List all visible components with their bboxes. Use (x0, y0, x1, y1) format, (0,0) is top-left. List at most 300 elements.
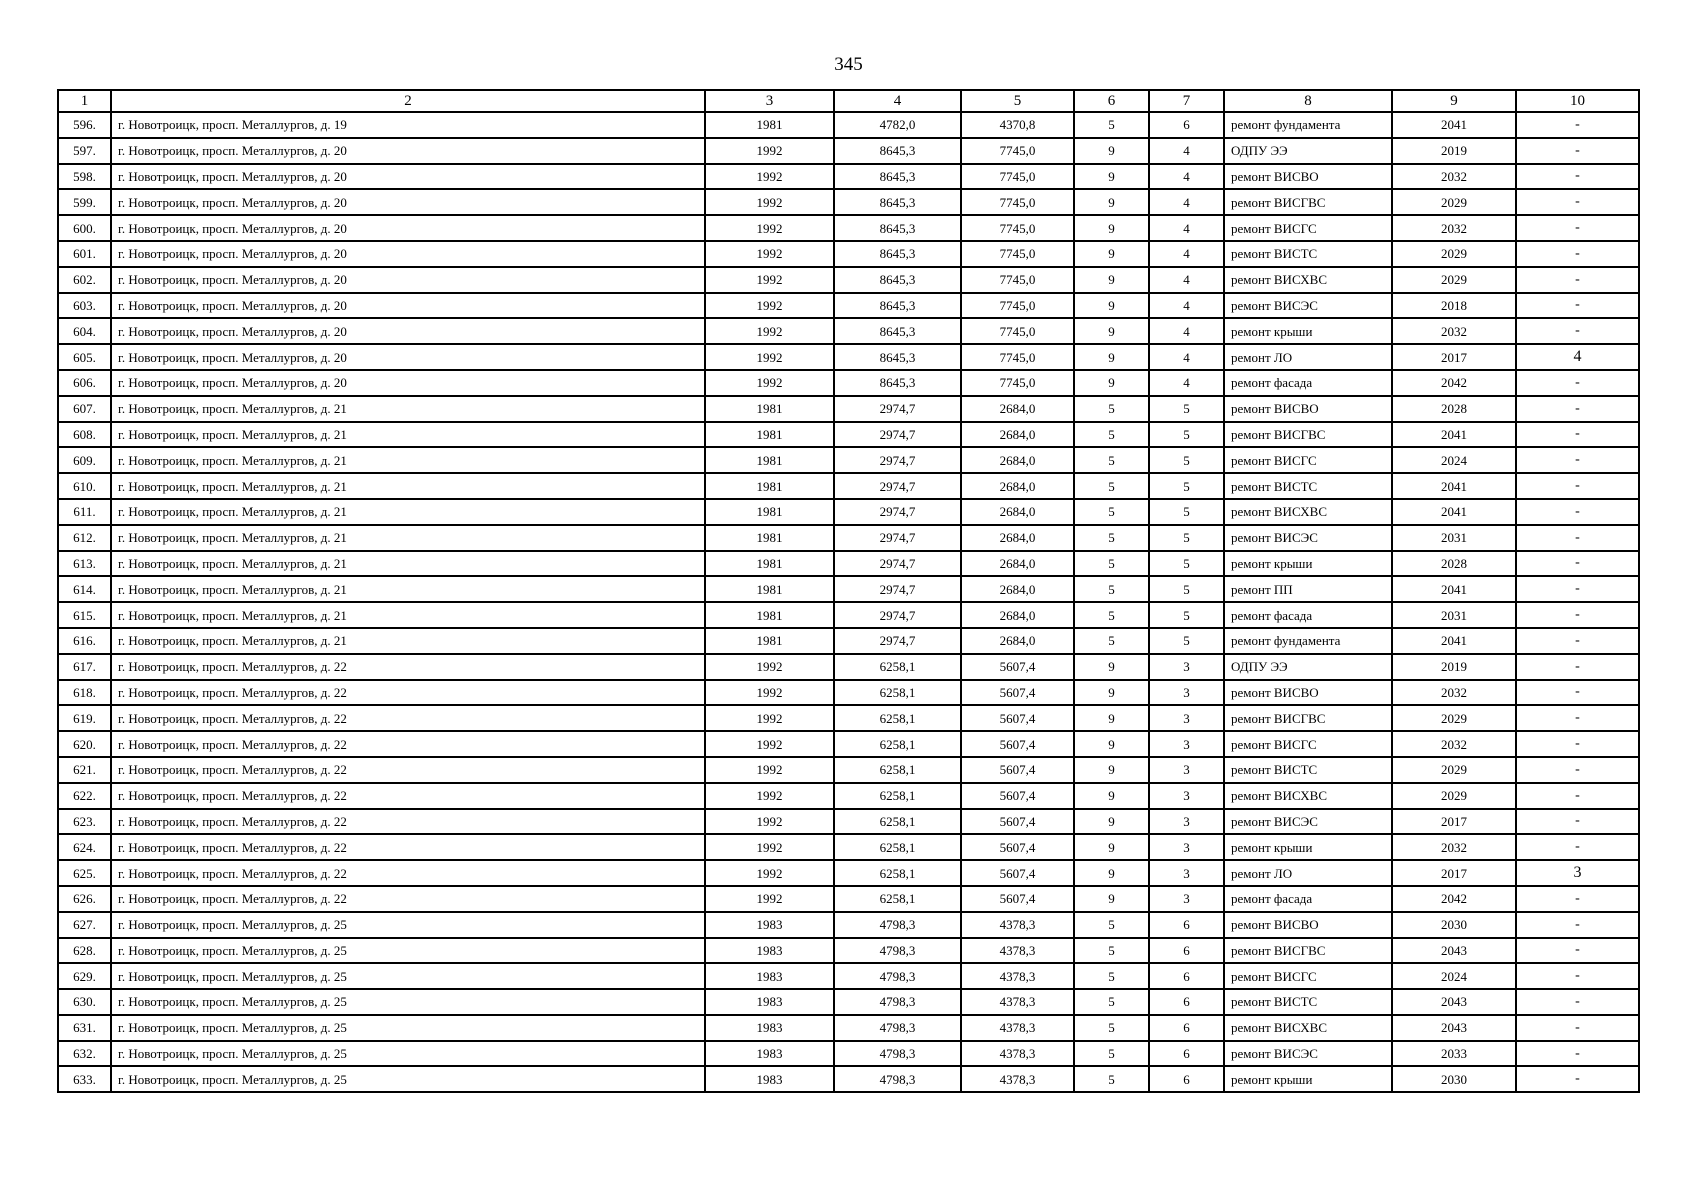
entrances-cell: 5 (1149, 628, 1224, 654)
year-built-cell: 1992 (705, 215, 834, 241)
planned-year-cell: 2041 (1392, 112, 1516, 138)
entrances-cell: 3 (1149, 731, 1224, 757)
row-number-cell: 603. (58, 293, 111, 319)
planned-year-cell: 2041 (1392, 422, 1516, 448)
flag-cell: - (1516, 1041, 1639, 1067)
living-area-cell: 5607,4 (961, 654, 1074, 680)
table-row (58, 138, 1639, 164)
living-area-cell: 4378,3 (961, 963, 1074, 989)
table-row (58, 1066, 1639, 1092)
flag-cell: - (1516, 551, 1639, 577)
total-area-cell: 6258,1 (834, 834, 961, 860)
flag-cell: - (1516, 267, 1639, 293)
total-area-cell: 4798,3 (834, 1066, 961, 1092)
floors-cell: 5 (1074, 112, 1149, 138)
floors-cell: 9 (1074, 241, 1149, 267)
planned-year-cell: 2029 (1392, 189, 1516, 215)
planned-year-cell: 2028 (1392, 396, 1516, 422)
entrances-cell: 3 (1149, 680, 1224, 706)
row-number-cell: 611. (58, 499, 111, 525)
flag-cell: - (1516, 731, 1639, 757)
floors-cell: 9 (1074, 860, 1149, 886)
row-number-cell: 620. (58, 731, 111, 757)
living-area-cell: 5607,4 (961, 680, 1074, 706)
year-built-cell: 1992 (705, 654, 834, 680)
table-row (58, 1041, 1639, 1067)
floors-cell: 9 (1074, 293, 1149, 319)
floors-cell: 9 (1074, 654, 1149, 680)
planned-year-cell: 2032 (1392, 680, 1516, 706)
living-area-cell: 4378,3 (961, 1015, 1074, 1041)
living-area-cell: 5607,4 (961, 783, 1074, 809)
planned-year-cell: 2031 (1392, 525, 1516, 551)
floors-cell: 5 (1074, 963, 1149, 989)
row-number-cell: 604. (58, 318, 111, 344)
floors-cell: 9 (1074, 370, 1149, 396)
living-area-cell: 5607,4 (961, 757, 1074, 783)
planned-year-cell: 2024 (1392, 963, 1516, 989)
year-built-cell: 1983 (705, 963, 834, 989)
total-area-cell: 2974,7 (834, 525, 961, 551)
year-built-cell: 1981 (705, 525, 834, 551)
living-area-cell: 4378,3 (961, 912, 1074, 938)
row-number-cell: 607. (58, 396, 111, 422)
year-built-cell: 1983 (705, 989, 834, 1015)
total-area-cell: 4782,0 (834, 112, 961, 138)
floors-cell: 5 (1074, 912, 1149, 938)
floors-cell: 9 (1074, 189, 1149, 215)
year-built-cell: 1981 (705, 422, 834, 448)
planned-year-cell: 2033 (1392, 1041, 1516, 1067)
address-cell: г. Новотроицк, просп. Металлургов, д. 20 (111, 293, 705, 319)
table-row (58, 886, 1639, 912)
table-row (58, 938, 1639, 964)
flag-cell: - (1516, 473, 1639, 499)
entrances-cell: 4 (1149, 241, 1224, 267)
year-built-cell: 1983 (705, 1041, 834, 1067)
floors-cell: 5 (1074, 1041, 1149, 1067)
row-number-cell: 600. (58, 215, 111, 241)
work-type-cell: ремонт ВИСХВС (1224, 499, 1392, 525)
table-row (58, 473, 1639, 499)
planned-year-cell: 2029 (1392, 241, 1516, 267)
living-area-cell: 7745,0 (961, 241, 1074, 267)
total-area-cell: 8645,3 (834, 164, 961, 190)
work-type-cell: ремонт ВИСЭС (1224, 1041, 1392, 1067)
entrances-cell: 4 (1149, 370, 1224, 396)
living-area-cell: 2684,0 (961, 551, 1074, 577)
column-header: 7 (1149, 90, 1224, 112)
work-type-cell: ремонт ВИСГС (1224, 731, 1392, 757)
address-cell: г. Новотроицк, просп. Металлургов, д. 20 (111, 318, 705, 344)
living-area-cell: 2684,0 (961, 602, 1074, 628)
floors-cell: 9 (1074, 267, 1149, 293)
entrances-cell: 3 (1149, 654, 1224, 680)
year-built-cell: 1992 (705, 370, 834, 396)
planned-year-cell: 2028 (1392, 551, 1516, 577)
table-row (58, 783, 1639, 809)
row-number-cell: 599. (58, 189, 111, 215)
entrances-cell: 5 (1149, 396, 1224, 422)
planned-year-cell: 2042 (1392, 886, 1516, 912)
planned-year-cell: 2017 (1392, 344, 1516, 370)
table-row (58, 602, 1639, 628)
year-built-cell: 1992 (705, 267, 834, 293)
flag-cell: - (1516, 1066, 1639, 1092)
planned-year-cell: 2017 (1392, 809, 1516, 835)
entrances-cell: 5 (1149, 447, 1224, 473)
work-type-cell: ремонт ВИСТС (1224, 473, 1392, 499)
work-type-cell: ремонт ВИСВО (1224, 912, 1392, 938)
work-type-cell: ремонт ВИСЭС (1224, 525, 1392, 551)
table-row (58, 396, 1639, 422)
work-type-cell: ремонт крыши (1224, 318, 1392, 344)
address-cell: г. Новотроицк, просп. Металлургов, д. 20 (111, 370, 705, 396)
table-row (58, 447, 1639, 473)
table-row (58, 809, 1639, 835)
floors-cell: 5 (1074, 628, 1149, 654)
table-row (58, 112, 1639, 138)
row-number-cell: 626. (58, 886, 111, 912)
total-area-cell: 4798,3 (834, 1041, 961, 1067)
table-row (58, 757, 1639, 783)
floors-cell: 5 (1074, 938, 1149, 964)
table-body (58, 112, 1639, 1092)
table-row (58, 525, 1639, 551)
total-area-cell: 6258,1 (834, 783, 961, 809)
table-row (58, 370, 1639, 396)
entrances-cell: 3 (1149, 834, 1224, 860)
table-row (58, 989, 1639, 1015)
total-area-cell: 4798,3 (834, 989, 961, 1015)
work-type-cell: ремонт ЛО (1224, 344, 1392, 370)
work-type-cell: ремонт ВИСВО (1224, 164, 1392, 190)
living-area-cell: 7745,0 (961, 370, 1074, 396)
living-area-cell: 4370,8 (961, 112, 1074, 138)
address-cell: г. Новотроицк, просп. Металлургов, д. 22 (111, 834, 705, 860)
year-built-cell: 1981 (705, 551, 834, 577)
row-number-cell: 618. (58, 680, 111, 706)
planned-year-cell: 2043 (1392, 1015, 1516, 1041)
row-number-cell: 608. (58, 422, 111, 448)
column-header: 1 (58, 90, 111, 112)
work-type-cell: ремонт крыши (1224, 1066, 1392, 1092)
entrances-cell: 4 (1149, 267, 1224, 293)
year-built-cell: 1981 (705, 473, 834, 499)
address-cell: г. Новотроицк, просп. Металлургов, д. 22 (111, 654, 705, 680)
page-number: 345 (834, 54, 863, 75)
planned-year-cell: 2032 (1392, 164, 1516, 190)
floors-cell: 5 (1074, 499, 1149, 525)
entrances-cell: 6 (1149, 1015, 1224, 1041)
work-type-cell: ремонт ВИСХВС (1224, 1015, 1392, 1041)
entrances-cell: 4 (1149, 318, 1224, 344)
table-row (58, 344, 1639, 370)
year-built-cell: 1992 (705, 241, 834, 267)
total-area-cell: 2974,7 (834, 499, 961, 525)
planned-year-cell: 2019 (1392, 138, 1516, 164)
total-area-cell: 4798,3 (834, 938, 961, 964)
column-header: 6 (1074, 90, 1149, 112)
row-number-cell: 605. (58, 344, 111, 370)
planned-year-cell: 2018 (1392, 293, 1516, 319)
address-cell: г. Новотроицк, просп. Металлургов, д. 20 (111, 344, 705, 370)
flag-cell: - (1516, 241, 1639, 267)
entrances-cell: 6 (1149, 1066, 1224, 1092)
row-number-cell: 616. (58, 628, 111, 654)
flag-cell: - (1516, 989, 1639, 1015)
living-area-cell: 7745,0 (961, 344, 1074, 370)
entrances-cell: 6 (1149, 912, 1224, 938)
year-built-cell: 1992 (705, 860, 834, 886)
floors-cell: 5 (1074, 551, 1149, 577)
planned-year-cell: 2031 (1392, 602, 1516, 628)
flag-cell: - (1516, 293, 1639, 319)
address-cell: г. Новотроицк, просп. Металлургов, д. 21 (111, 576, 705, 602)
floors-cell: 9 (1074, 731, 1149, 757)
address-cell: г. Новотроицк, просп. Металлургов, д. 22 (111, 757, 705, 783)
floors-cell: 9 (1074, 344, 1149, 370)
year-built-cell: 1981 (705, 447, 834, 473)
table-row (58, 215, 1639, 241)
work-type-cell: ремонт ВИСЭС (1224, 809, 1392, 835)
flag-cell: - (1516, 576, 1639, 602)
address-cell: г. Новотроицк, просп. Металлургов, д. 22 (111, 705, 705, 731)
work-type-cell: ремонт ВИСГС (1224, 215, 1392, 241)
planned-year-cell: 2019 (1392, 654, 1516, 680)
column-header: 5 (961, 90, 1074, 112)
row-number-cell: 625. (58, 860, 111, 886)
work-type-cell: ремонт ВИСТС (1224, 241, 1392, 267)
total-area-cell: 2974,7 (834, 473, 961, 499)
year-built-cell: 1983 (705, 938, 834, 964)
table-row (58, 551, 1639, 577)
planned-year-cell: 2029 (1392, 705, 1516, 731)
address-cell: г. Новотроицк, просп. Металлургов, д. 25 (111, 1066, 705, 1092)
address-cell: г. Новотроицк, просп. Металлургов, д. 25 (111, 989, 705, 1015)
living-area-cell: 2684,0 (961, 499, 1074, 525)
living-area-cell: 2684,0 (961, 396, 1074, 422)
entrances-cell: 6 (1149, 112, 1224, 138)
entrances-cell: 3 (1149, 860, 1224, 886)
address-cell: г. Новотроицк, просп. Металлургов, д. 21 (111, 396, 705, 422)
living-area-cell: 2684,0 (961, 447, 1074, 473)
total-area-cell: 4798,3 (834, 1015, 961, 1041)
column-header: 8 (1224, 90, 1392, 112)
living-area-cell: 4378,3 (961, 1066, 1074, 1092)
row-number-cell: 623. (58, 809, 111, 835)
living-area-cell: 2684,0 (961, 473, 1074, 499)
living-area-cell: 7745,0 (961, 267, 1074, 293)
floors-cell: 9 (1074, 318, 1149, 344)
living-area-cell: 4378,3 (961, 938, 1074, 964)
row-number-cell: 596. (58, 112, 111, 138)
living-area-cell: 5607,4 (961, 860, 1074, 886)
flag-cell: - (1516, 680, 1639, 706)
entrances-cell: 4 (1149, 189, 1224, 215)
flag-cell: - (1516, 499, 1639, 525)
floors-cell: 9 (1074, 834, 1149, 860)
row-number-cell: 606. (58, 370, 111, 396)
row-number-cell: 617. (58, 654, 111, 680)
work-type-cell: ремонт ВИСГС (1224, 963, 1392, 989)
year-built-cell: 1992 (705, 757, 834, 783)
row-number-cell: 629. (58, 963, 111, 989)
table-row (58, 680, 1639, 706)
address-cell: г. Новотроицк, просп. Металлургов, д. 22 (111, 783, 705, 809)
planned-year-cell: 2030 (1392, 912, 1516, 938)
flag-cell: - (1516, 422, 1639, 448)
year-built-cell: 1992 (705, 293, 834, 319)
flag-cell: - (1516, 396, 1639, 422)
floors-cell: 9 (1074, 680, 1149, 706)
floors-cell: 5 (1074, 422, 1149, 448)
year-built-cell: 1992 (705, 138, 834, 164)
total-area-cell: 8645,3 (834, 293, 961, 319)
row-number-cell: 601. (58, 241, 111, 267)
table-row (58, 834, 1639, 860)
flag-cell: - (1516, 215, 1639, 241)
year-built-cell: 1992 (705, 318, 834, 344)
flag-cell: - (1516, 189, 1639, 215)
flag-cell: - (1516, 938, 1639, 964)
table-row (58, 912, 1639, 938)
planned-year-cell: 2041 (1392, 576, 1516, 602)
table-row (58, 1015, 1639, 1041)
row-number-cell: 630. (58, 989, 111, 1015)
column-header: 10 (1516, 90, 1639, 112)
floors-cell: 5 (1074, 396, 1149, 422)
address-cell: г. Новотроицк, просп. Металлургов, д. 21 (111, 499, 705, 525)
work-type-cell: ремонт ВИСГВС (1224, 938, 1392, 964)
flag-cell: - (1516, 164, 1639, 190)
total-area-cell: 8645,3 (834, 370, 961, 396)
flag-cell: - (1516, 757, 1639, 783)
living-area-cell: 7745,0 (961, 293, 1074, 319)
address-cell: г. Новотроицк, просп. Металлургов, д. 21 (111, 602, 705, 628)
row-number-cell: 633. (58, 1066, 111, 1092)
entrances-cell: 5 (1149, 576, 1224, 602)
year-built-cell: 1992 (705, 189, 834, 215)
year-built-cell: 1992 (705, 809, 834, 835)
row-number-cell: 609. (58, 447, 111, 473)
table-row (58, 499, 1639, 525)
table-row (58, 654, 1639, 680)
planned-year-cell: 2041 (1392, 473, 1516, 499)
work-type-cell: ремонт ВИСВО (1224, 680, 1392, 706)
floors-cell: 5 (1074, 1066, 1149, 1092)
total-area-cell: 2974,7 (834, 602, 961, 628)
row-number-cell: 624. (58, 834, 111, 860)
flag-cell: - (1516, 602, 1639, 628)
entrances-cell: 5 (1149, 602, 1224, 628)
address-cell: г. Новотроицк, просп. Металлургов, д. 22 (111, 860, 705, 886)
column-header: 4 (834, 90, 961, 112)
year-built-cell: 1981 (705, 576, 834, 602)
flag-cell: - (1516, 1015, 1639, 1041)
floors-cell: 9 (1074, 138, 1149, 164)
flag-cell: - (1516, 886, 1639, 912)
floors-cell: 5 (1074, 525, 1149, 551)
address-cell: г. Новотроицк, просп. Металлургов, д. 22 (111, 680, 705, 706)
floors-cell: 5 (1074, 602, 1149, 628)
address-cell: г. Новотроицк, просп. Металлургов, д. 20 (111, 241, 705, 267)
living-area-cell: 5607,4 (961, 834, 1074, 860)
total-area-cell: 8645,3 (834, 241, 961, 267)
column-header: 3 (705, 90, 834, 112)
year-built-cell: 1981 (705, 396, 834, 422)
year-built-cell: 1992 (705, 680, 834, 706)
address-cell: г. Новотроицк, просп. Металлургов, д. 20 (111, 267, 705, 293)
year-built-cell: 1981 (705, 628, 834, 654)
work-type-cell: ремонт ПП (1224, 576, 1392, 602)
total-area-cell: 2974,7 (834, 551, 961, 577)
work-type-cell: ремонт ВИСХВС (1224, 267, 1392, 293)
address-cell: г. Новотроицк, просп. Металлургов, д. 25 (111, 1015, 705, 1041)
flag-cell: 3 (1516, 860, 1639, 886)
entrances-cell: 3 (1149, 886, 1224, 912)
floors-cell: 9 (1074, 757, 1149, 783)
year-built-cell: 1983 (705, 1066, 834, 1092)
flag-cell: 4 (1516, 344, 1639, 370)
living-area-cell: 2684,0 (961, 628, 1074, 654)
flag-cell: - (1516, 963, 1639, 989)
planned-year-cell: 2032 (1392, 318, 1516, 344)
year-built-cell: 1992 (705, 731, 834, 757)
table-row (58, 293, 1639, 319)
work-type-cell: ремонт фасада (1224, 370, 1392, 396)
table-row (58, 628, 1639, 654)
address-cell: г. Новотроицк, просп. Металлургов, д. 25 (111, 963, 705, 989)
entrances-cell: 5 (1149, 525, 1224, 551)
address-cell: г. Новотроицк, просп. Металлургов, д. 22 (111, 886, 705, 912)
total-area-cell: 4798,3 (834, 912, 961, 938)
entrances-cell: 6 (1149, 989, 1224, 1015)
planned-year-cell: 2030 (1392, 1066, 1516, 1092)
year-built-cell: 1992 (705, 164, 834, 190)
row-number-cell: 627. (58, 912, 111, 938)
planned-year-cell: 2041 (1392, 628, 1516, 654)
address-cell: г. Новотроицк, просп. Металлургов, д. 25 (111, 1041, 705, 1067)
table-row (58, 241, 1639, 267)
entrances-cell: 6 (1149, 963, 1224, 989)
work-type-cell: ремонт ВИСГС (1224, 447, 1392, 473)
planned-year-cell: 2042 (1392, 370, 1516, 396)
total-area-cell: 8645,3 (834, 215, 961, 241)
flag-cell: - (1516, 912, 1639, 938)
table-row (58, 422, 1639, 448)
row-number-cell: 614. (58, 576, 111, 602)
entrances-cell: 5 (1149, 551, 1224, 577)
flag-cell: - (1516, 834, 1639, 860)
address-cell: г. Новотроицк, просп. Металлургов, д. 22 (111, 731, 705, 757)
work-type-cell: ремонт ВИСТС (1224, 757, 1392, 783)
living-area-cell: 7745,0 (961, 138, 1074, 164)
floors-cell: 9 (1074, 705, 1149, 731)
work-type-cell: ремонт ЛО (1224, 860, 1392, 886)
total-area-cell: 6258,1 (834, 731, 961, 757)
work-type-cell: ремонт фундамента (1224, 628, 1392, 654)
planned-year-cell: 2032 (1392, 215, 1516, 241)
year-built-cell: 1992 (705, 783, 834, 809)
work-type-cell: ремонт ВИСЭС (1224, 293, 1392, 319)
address-cell: г. Новотроицк, просп. Металлургов, д. 22 (111, 809, 705, 835)
living-area-cell: 5607,4 (961, 886, 1074, 912)
row-number-cell: 610. (58, 473, 111, 499)
floors-cell: 9 (1074, 164, 1149, 190)
table-row (58, 963, 1639, 989)
total-area-cell: 2974,7 (834, 447, 961, 473)
